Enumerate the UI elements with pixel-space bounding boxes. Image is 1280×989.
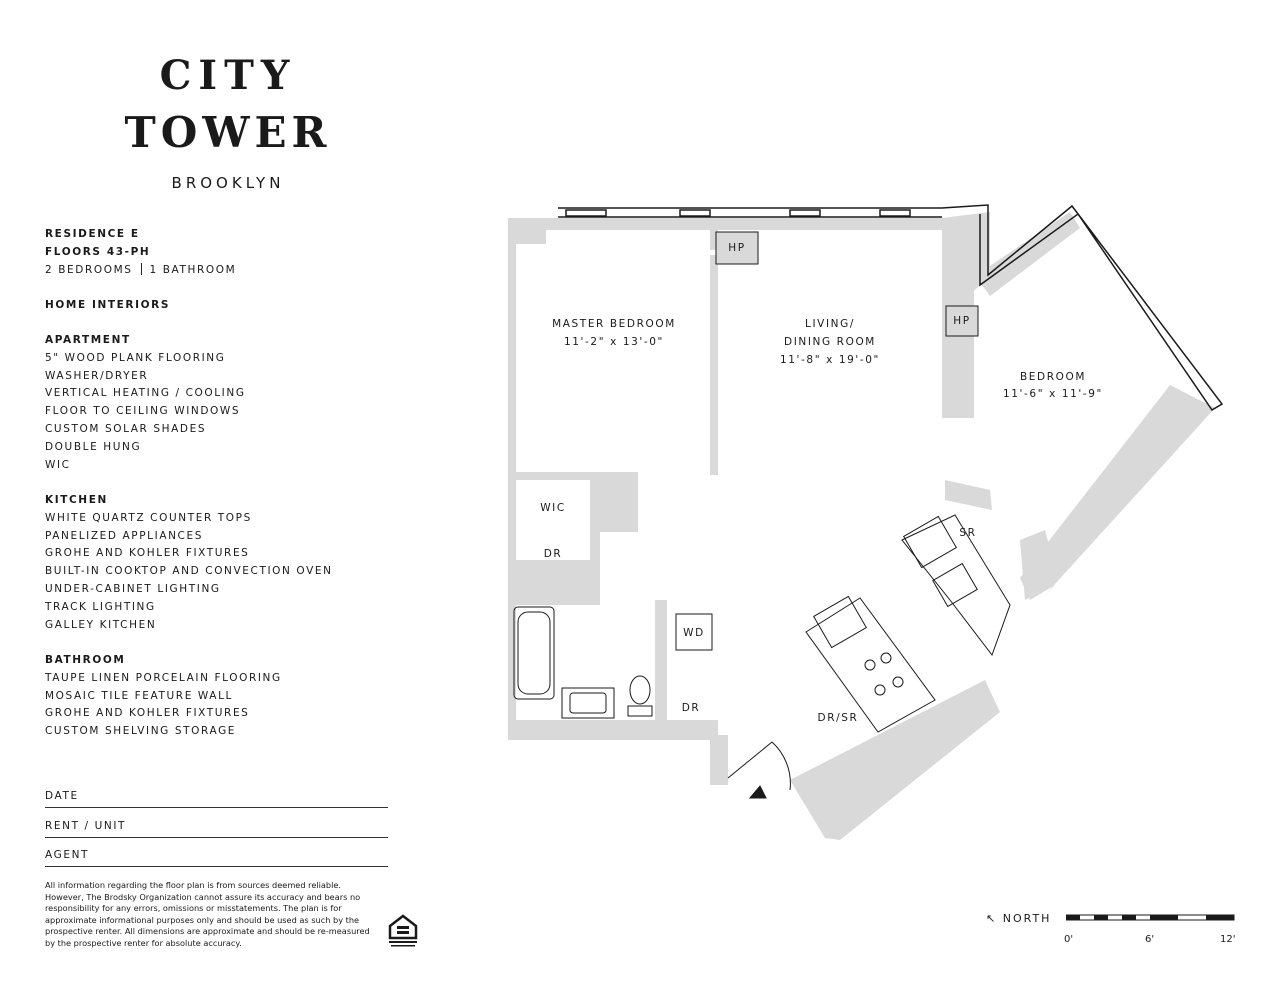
dr-sr-label: DR/SR bbox=[817, 712, 859, 724]
living-dims: 11'-8" x 19'-0" bbox=[780, 354, 880, 366]
master-bedroom-label: MASTER BEDROOM bbox=[552, 318, 676, 330]
spec-item: GALLEY KITCHEN bbox=[45, 618, 157, 631]
residence-info bbox=[45, 226, 236, 279]
home-interiors bbox=[45, 297, 170, 315]
spec-item: GROHE AND KOHLER FIXTURES bbox=[45, 547, 250, 560]
bedroom-count: 2 BEDROOMS bbox=[45, 263, 133, 276]
residence-rooms bbox=[45, 262, 236, 280]
hp-label: HP bbox=[953, 315, 971, 327]
rent-unit-field: RENT / UNIT bbox=[45, 820, 388, 838]
walls bbox=[508, 212, 1215, 840]
windows bbox=[558, 205, 1222, 410]
spec-item: BUILT-IN COOKTOP AND CONVECTION OVEN bbox=[45, 565, 333, 578]
logo-tower: TOWER bbox=[124, 108, 332, 157]
spec-item: FLOOR TO CEILING WINDOWS bbox=[45, 405, 241, 418]
kitchen-section bbox=[45, 492, 333, 634]
dr-label: DR bbox=[543, 548, 563, 560]
spec-item: VERTICAL HEATING / COOLING bbox=[45, 387, 246, 400]
spec-item: TAUPE LINEN PORCELAIN FLOORING bbox=[45, 671, 282, 684]
spec-item: CUSTOM SOLAR SHADES bbox=[45, 422, 207, 435]
hp-label: HP bbox=[728, 242, 746, 254]
apartment-section bbox=[45, 332, 246, 474]
spec-item: MOSAIC TILE FEATURE WALL bbox=[45, 689, 233, 702]
spec-item: DOUBLE HUNG bbox=[45, 440, 142, 453]
scale-tick-0: 0' bbox=[1064, 934, 1074, 945]
logo-city: CITY bbox=[159, 52, 297, 99]
logo-brooklyn: BROOKLYN bbox=[171, 174, 285, 192]
bathroom-count: 1 BATHROOM bbox=[149, 263, 237, 276]
agent-field: AGENT bbox=[45, 849, 388, 867]
master-bedroom-dims: 11'-2" x 13'-0" bbox=[564, 336, 664, 348]
section-heading: BATHROOM bbox=[45, 654, 126, 666]
wic-label: WIC bbox=[540, 502, 566, 514]
scale-tick-12: 12' bbox=[1220, 934, 1236, 945]
spec-item: TRACK LIGHTING bbox=[45, 600, 156, 613]
scale-tick-6: 6' bbox=[1145, 934, 1155, 945]
living-label-2: DINING ROOM bbox=[784, 336, 876, 348]
bathroom-section bbox=[45, 652, 282, 741]
sr-label: SR bbox=[959, 527, 977, 539]
divider bbox=[141, 263, 142, 275]
spec-item: GROHE AND KOHLER FIXTURES bbox=[45, 707, 250, 720]
residence-floors: FLOORS 43-PH bbox=[45, 245, 151, 258]
spec-item: WHITE QUARTZ COUNTER TOPS bbox=[45, 511, 252, 524]
spec-item: WASHER/DRYER bbox=[45, 369, 149, 382]
spec-item: 5" WOOD PLANK FLOORING bbox=[45, 351, 226, 364]
date-field: DATE bbox=[45, 790, 388, 808]
north-label: NORTH bbox=[1002, 912, 1052, 925]
scale-bar bbox=[1066, 913, 1236, 923]
floor-plan bbox=[500, 196, 1240, 856]
disclaimer: All information regarding the floor plan is from sources deemed reliable. However, The Brodsky Organization cannot assure its accuracy and bears no responsibility for any errors, omissions or misstatements. The plan is for approximate informational purposes only and should be used as such by the prospective renter. All dimensions are approximate and should be re-measured by the prospective renter for absolute accuracy. bbox=[45, 880, 370, 948]
section-heading: KITCHEN bbox=[45, 494, 108, 506]
living-label-1: LIVING/ bbox=[805, 318, 855, 330]
section-heading: APARTMENT bbox=[45, 334, 131, 346]
north-arrow-icon: ↖ bbox=[986, 912, 998, 925]
bedroom-label: BEDROOM bbox=[1019, 371, 1087, 383]
spec-item: PANELIZED APPLIANCES bbox=[45, 529, 203, 542]
residence-name: RESIDENCE E bbox=[45, 228, 140, 240]
dr-label: DR bbox=[681, 702, 701, 714]
north-indicator bbox=[986, 912, 1051, 925]
spec-item: CUSTOM SHELVING STORAGE bbox=[45, 725, 237, 738]
equal-housing-icon bbox=[387, 912, 419, 948]
bedroom-dims: 11'-6" x 11'-9" bbox=[1003, 388, 1103, 400]
spec-item: UNDER-CABINET LIGHTING bbox=[45, 582, 221, 595]
wd-label: WD bbox=[683, 627, 705, 639]
home-interiors-heading: HOME INTERIORS bbox=[45, 299, 170, 311]
spec-item: WIC bbox=[45, 458, 71, 471]
